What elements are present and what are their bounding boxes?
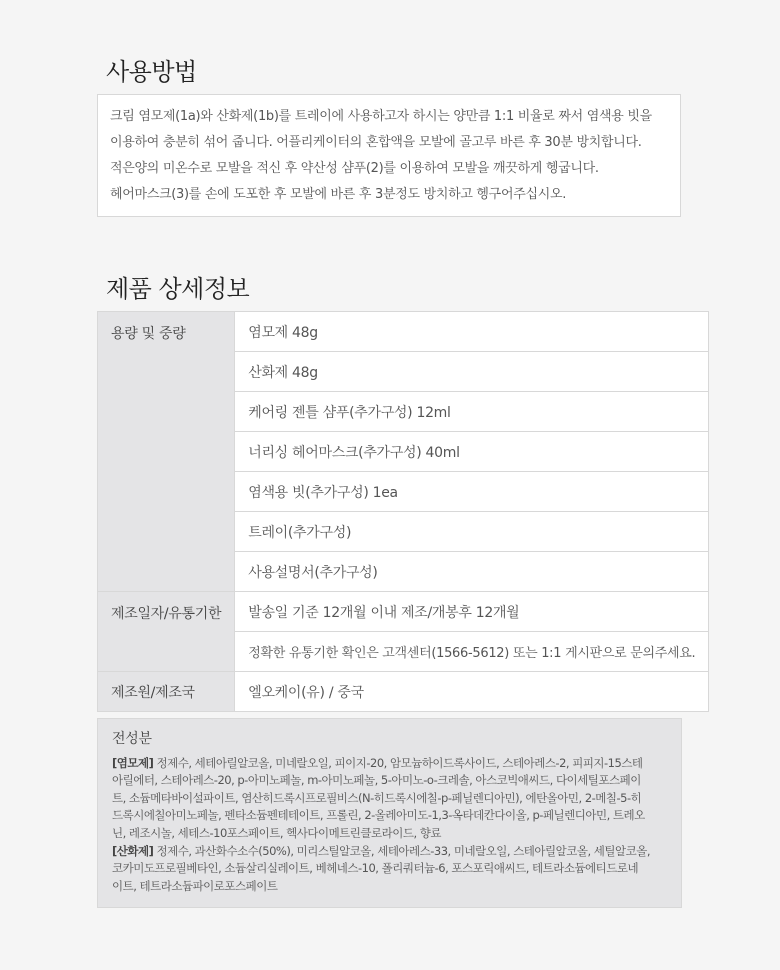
table-cell: 케어링 젠틀 샴푸(추가구성) 12ml [235, 392, 709, 432]
ingredient-line: 아릴에터, 스테아레스-20, p-아미노페놀, m-아미노페놀, 5-아미노-o-크레솔, 아스코빅애씨드, 다이세틸포스페이 [112, 773, 641, 788]
ingredient-line [112, 755, 667, 773]
table-row [98, 672, 709, 712]
ingredient-line [112, 843, 667, 861]
ingredients-box [97, 718, 682, 908]
table-cell: 염모제 48g [235, 312, 709, 352]
ingredients-title: 전성분 [112, 731, 152, 747]
row-label-capacity: 용량 및 중량 [98, 312, 235, 592]
dye-tag: [염모제] [112, 755, 154, 770]
usage-line: 헤어마스크(3)를 손에 도포한 후 모발에 바른 후 3분정도 방치하고 헹구어주십시오. [110, 187, 567, 202]
table-cell: 엘오케이(유) / 중국 [235, 672, 709, 712]
product-detail-title: 제품 상세정보 [106, 275, 250, 303]
table-row [98, 312, 709, 352]
table-cell: 산화제 48g [235, 352, 709, 392]
ingredient-text: 정제수, 세테아릴알코올, 미네랄오일, 피이지-20, 암모늄하이드록사이드, 스테아레스-2, 피피지-15스테 [153, 755, 643, 770]
product-detail-table [97, 311, 709, 712]
ingredient-line: 코카미도프로필베타인, 소듐살리실레이트, 베헤네스-10, 폴리쿼터늄-6, 포스포릭애씨드, 테트라소듐에티드로네 [112, 861, 639, 876]
ingredient-text: 정제수, 과산화수소수(50%), 미리스틸알코올, 세테아레스-33, 미네랄오일, 스테아릴알코올, 세틸알코올, [153, 843, 650, 858]
ingredient-line: 닌, 레조시놀, 세테스-10포스페이트, 헥사다이메트린클로라이드, 향료 [112, 825, 441, 840]
row-label-manufacturer: 제조원/제조국 [98, 672, 235, 712]
usage-instructions-box [97, 94, 681, 217]
row-label-date: 제조일자/유통기한 [98, 592, 235, 672]
usage-line: 적은양의 미온수로 모발을 적신 후 약산성 샴푸(2)를 이용하여 모발을 깨끗하게 헹굽니다. [110, 161, 599, 176]
ingredient-line: 이트, 테트라소듐파이로포스페이트 [112, 878, 278, 893]
table-cell: 사용설명서(추가구성) [235, 552, 709, 592]
usage-line: 이용하여 충분히 섞어 줍니다. 어플리케이터의 혼합액을 모발에 골고루 바른 후 30분 방치합니다. [110, 135, 642, 150]
ingredient-line: 드록시에칠아미노페놀, 펜타소듐펜테테이트, 프롤린, 2-올레아미도-1,3-옥타데칸다이올, p-페닐렌디아민, 트레오 [112, 808, 645, 823]
table-row [98, 592, 709, 632]
table-cell: 너리싱 헤어마스크(추가구성) 40ml [235, 432, 709, 472]
table-cell: 발송일 기준 12개월 이내 제조/개봉후 12개월 [235, 592, 709, 632]
usage-line: 크림 염모제(1a)와 산화제(1b)를 트레이에 사용하고자 하시는 양만큼 1:1 비율로 짜서 염색용 빗을 [110, 109, 652, 124]
ingredient-line: 트, 소듐메타바이설파이트, 염산히드록시프로필비스(N-히드록시에칠-p-페닐렌디아민), 에탄올아민, 2-메칠-5-히 [112, 790, 642, 805]
table-cell: 트레이(추가구성) [235, 512, 709, 552]
table-cell: 염색용 빗(추가구성) 1ea [235, 472, 709, 512]
table-cell: 정확한 유통기한 확인은 고객센터(1566-5612) 또는 1:1 게시판으로 문의주세요. [235, 632, 709, 672]
usage-section-title: 사용방법 [106, 58, 197, 86]
oxidant-tag: [산화제] [112, 843, 154, 858]
